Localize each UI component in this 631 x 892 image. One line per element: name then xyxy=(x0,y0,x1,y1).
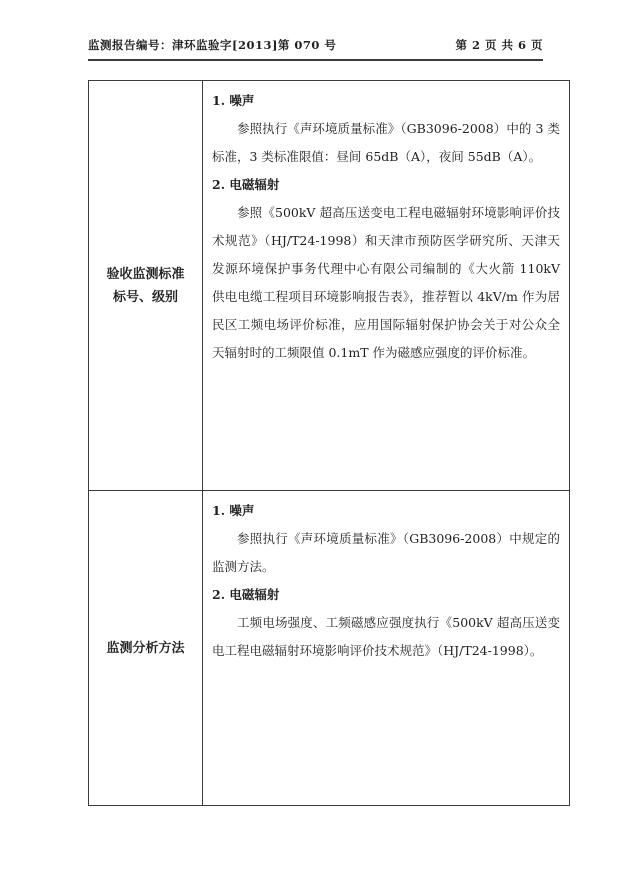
section-paragraph-noise-standard: 参照执行《声环境质量标准》（GB3096-2008）中的 3 类标准，3 类标准限值：昼间 65dB（A），夜间 55dB（A）。 xyxy=(212,121,560,164)
page-header xyxy=(88,37,543,61)
row-label-line: 验收监测标准 xyxy=(106,266,185,282)
row-content-analysis-methods xyxy=(203,491,570,806)
row-content-acceptance-standards xyxy=(203,81,570,491)
table-row-acceptance-standards xyxy=(89,81,570,491)
row-label-line: 标号、级别 xyxy=(112,289,178,305)
section-heading-emf: 2. 电磁辐射 xyxy=(212,587,280,602)
row-label-line: 监测分析方法 xyxy=(106,640,185,656)
row-label-acceptance-standards xyxy=(89,81,203,491)
section-paragraph-emf-method: 工频电场强度、工频磁感应强度执行《500kV 超高压送变电工程电磁辐射环境影响评价技术规范》（HJ/T24-1998）。 xyxy=(212,615,560,658)
monitoring-standards-table xyxy=(88,80,570,806)
section-heading-noise: 1. 噪声 xyxy=(212,93,255,108)
section-paragraph-noise-method: 参照执行《声环境质量标准》（GB3096-2008）中规定的监测方法。 xyxy=(212,531,560,574)
section-heading-noise: 1. 噪声 xyxy=(212,503,255,518)
table-row-analysis-methods xyxy=(89,491,570,806)
report-number: 监测报告编号：津环监验字[2013]第 070 号 xyxy=(88,38,337,52)
row-label-analysis-methods xyxy=(89,491,203,806)
section-paragraph-emf-standard: 参照《500kV 超高压送变电工程电磁辐射环境影响评价技术规范》（HJ/T24-1998）和天津市预防医学研究所、天津天发源环境保护事务代理中心有限公司编制的《大火箭 110kV 供电电缆工程项目环境影响报告表》，推荐暂以 4kV/m 作为居民区工频电场评价标准，应用国际辐射保护协会关于对公众全天辐射时的工频限值 0.1mT 作为磁感应强度的评价标准。 xyxy=(212,205,560,360)
section-heading-emf: 2. 电磁辐射 xyxy=(212,177,280,192)
page-indicator: 第 2 页 共 6 页 xyxy=(455,38,543,52)
